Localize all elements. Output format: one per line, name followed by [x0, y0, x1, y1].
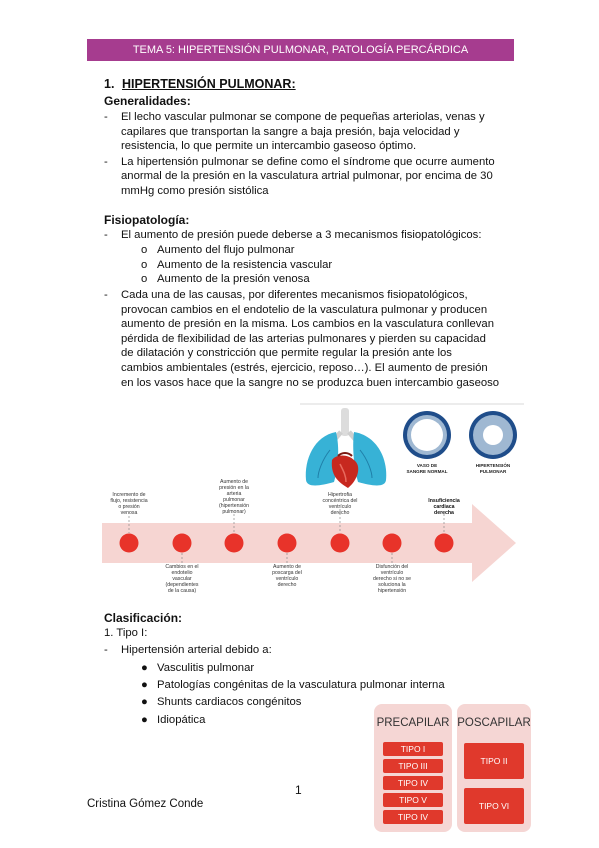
type-box: TIPO I: [383, 742, 443, 756]
intro-text: El aumento de presión puede deberse a 3 mecanismos fisiopatológicos:: [121, 229, 482, 241]
fisiopatologia-paragraph: [104, 288, 516, 390]
type-box: TIPO VI: [464, 788, 524, 824]
hyper-vessel-caption-1: HIPERTENSIÓN: [475, 463, 511, 468]
generalidades-heading: Generalidades:: [104, 94, 191, 108]
cause-label: Idiopática: [157, 713, 206, 726]
line: La hipertensión pulmonar se define como el síndrome que ocurre aumento: [121, 155, 495, 168]
mechanism-label: Aumento del flujo pulmonar: [157, 244, 295, 256]
circle-bullet: o: [141, 273, 148, 286]
author-name: Cristina Gómez Conde: [87, 798, 204, 810]
type-box: TIPO III: [383, 759, 443, 773]
step-dot: [383, 534, 402, 553]
clasificacion-heading: Clasificación:: [104, 611, 183, 625]
step-label-1: Incremento de flujo, resistencia o presión venosa: [110, 492, 148, 516]
pathophysiology-diagram: [96, 402, 524, 608]
bullet-dot: ●: [141, 696, 148, 709]
precapilar-title: PRECAPILAR: [376, 717, 450, 729]
line: resistencia, lo que permite un intercambio gaseoso óptimo.: [121, 140, 417, 153]
section-heading: [104, 77, 296, 91]
section-number: 1.: [104, 77, 115, 91]
list-item: [104, 155, 516, 199]
section-title: HIPERTENSIÓN PULMONAR:: [122, 77, 296, 91]
step-label-2: Cambios en el endotelio vascular (dependientes de la causa): [165, 564, 199, 594]
dash-bullet: -: [104, 289, 108, 301]
list-item: [141, 258, 333, 273]
step-label-5: Hipertrofia concéntrica del ventrículo derecho: [322, 492, 358, 516]
line: cambios ambientales (estrés, ejercicio, reposo…). El aumento de presión: [121, 361, 488, 374]
hypertension-vessel-illustration: [469, 411, 517, 459]
dash-bullet: -: [104, 229, 108, 241]
step-dot: [225, 534, 244, 553]
precapilar-panel: [374, 704, 452, 832]
circle-bullet: o: [141, 244, 148, 256]
list-item: [141, 677, 445, 694]
list-item: [104, 110, 516, 154]
type-box: TIPO V: [383, 793, 443, 807]
fisiopatologia-heading: Fisiopatología:: [104, 213, 190, 227]
step-label-6: Disfunción del ventrículo derecho si no se soluciona la hipertensión: [372, 564, 412, 594]
line: en los vasos hace que la sangre no se produzca buen intercambio gaseoso: [121, 376, 500, 389]
lungs-illustration: [306, 408, 386, 488]
cause-label: Vasculitis pulmonar: [157, 662, 255, 674]
page-number: 1: [295, 783, 302, 797]
normal-vessel-illustration: [403, 411, 451, 459]
clasificacion-intro: [104, 643, 272, 658]
step-label-3: Aumento de presión en la arteria pulmonar (hipertensión pulmonar): [219, 479, 249, 515]
normal-vessel-caption-2: SANGRE NORMAL: [406, 469, 448, 474]
tipo1-label: 1. Tipo I:: [104, 627, 148, 639]
type-box: TIPO IV: [383, 776, 443, 790]
line: capilares que transportan la sangre a baja presión, baja velocidad y: [121, 125, 460, 138]
line: mmHg como presión sistólica: [121, 184, 269, 197]
step-label-4: Aumento de poscarga del ventrículo derecho: [272, 564, 302, 588]
step-dot: [331, 534, 350, 553]
line: Cada una de las causas, por diferentes mecanismos fisiopatológicos,: [121, 289, 468, 301]
line: anormal de la presión en la vasculatura artrial pulmonar, por encima de 30: [121, 170, 493, 183]
poscapilar-title: POSCAPILAR: [457, 717, 531, 729]
cause-label: Shunts cardiacos congénitos: [157, 696, 302, 709]
line: provocan cambios en el endotelio de la vasculatura pulmonar y producen: [121, 303, 488, 316]
step-dot: [120, 534, 139, 553]
bullet-dot: ●: [141, 662, 148, 674]
bullet-dot: ●: [141, 679, 148, 692]
list-item: [141, 660, 445, 677]
circle-bullet: o: [141, 258, 148, 271]
type-box: TIPO II: [464, 743, 524, 779]
poscapilar-panel: [457, 704, 531, 832]
topic-banner: TEMA 5: HIPERTENSIÓN PULMONAR, PATOLOGÍA PERCÁRDICA: [87, 39, 514, 61]
line: El lecho vascular pulmonar se compone de pequeñas arteriolas, venas y: [121, 111, 485, 123]
mechanism-label: Aumento de la presión venosa: [157, 273, 310, 286]
step-dot: [278, 534, 297, 553]
line: aumento de presión en la misma. Los cambios en la vasculatura conllevan: [121, 318, 495, 331]
dash-bullet: -: [104, 644, 108, 656]
list-item: [141, 272, 332, 287]
normal-vessel-caption-1: VASO DE: [416, 463, 438, 468]
fisiopatologia-intro: [104, 228, 516, 243]
type-box: TIPO IV: [383, 810, 443, 824]
dash-bullet: -: [104, 111, 108, 123]
mechanism-list: [141, 243, 333, 287]
step-label-7: Insuficiencia cardiaca derecha: [428, 498, 460, 516]
list-item: [141, 243, 332, 258]
generalidades-list: [104, 110, 516, 199]
step-dot: [435, 534, 454, 553]
hyper-vessel-caption-2: PULMONAR: [479, 469, 507, 474]
line: pérdida de flexibilidad de las arterias pulmonares y pierden su capacidad: [121, 332, 486, 345]
mechanism-label: Aumento de la resistencia vascular: [157, 258, 333, 271]
intro-text: Hipertensión arterial debido a:: [121, 644, 272, 656]
cause-label: Patologías congénitas de la vasculatura pulmonar interna: [157, 679, 445, 692]
dash-bullet: -: [104, 155, 108, 168]
step-dot: [173, 534, 192, 553]
line: de dilatación y constricción que permite regular la presión ante los: [121, 347, 452, 360]
bullet-dot: ●: [141, 713, 148, 726]
